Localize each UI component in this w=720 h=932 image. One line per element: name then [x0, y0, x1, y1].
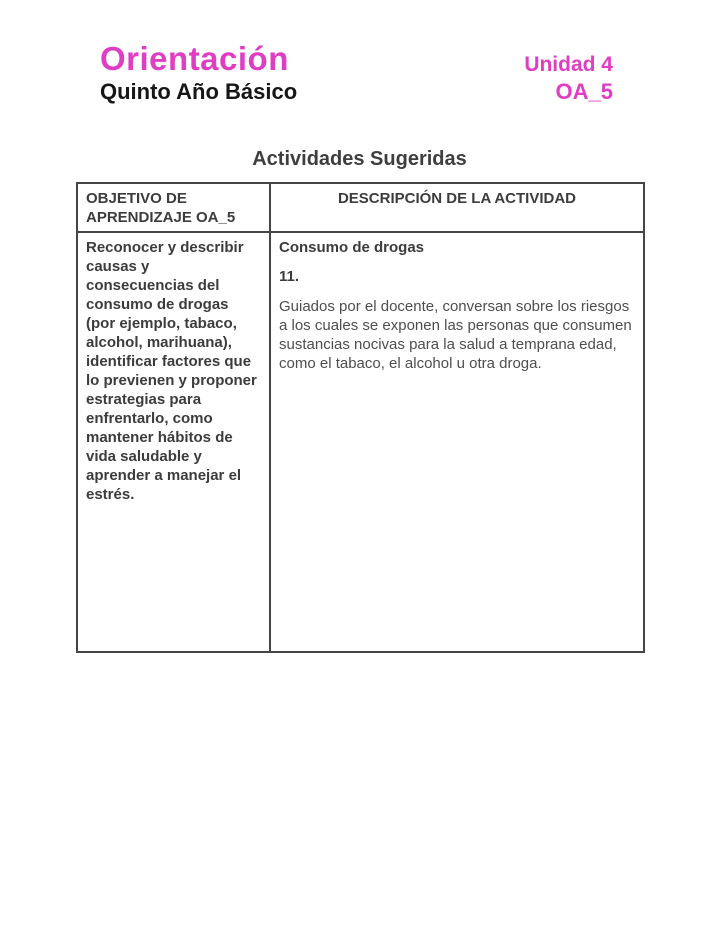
- activity-cell: [270, 232, 644, 652]
- unit-label: Unidad 4: [524, 53, 613, 76]
- header-right-block: [524, 52, 613, 105]
- activity-topic: Consumo de drogas: [279, 239, 425, 256]
- objective-cell: Reconocer y describir causas y consecuencias del consumo de drogas (por ejemplo, tabaco, alcohol, marihuana), identificar factores que lo previenen y proponer estrategias para enfrentarlo, como mantener hábitos de vida saludable y aprender a manejar el estrés.: [77, 232, 270, 652]
- column-header-objetivo: OBJETIVO DE APRENDIZAJE OA_5: [77, 183, 270, 232]
- grade-subtitle: Quinto Año Básico: [100, 79, 298, 104]
- activity-description: Guiados por el docente, conversan sobre los riesgos a los cuales se exponen las personas que consumen sustancias nocivas para la salud a temprana edad, como el tabaco, el alcohol u otra droga.: [279, 298, 632, 372]
- oa-code: OA_5: [555, 79, 613, 104]
- subject-title: Orientación: [100, 40, 289, 77]
- activities-table: [76, 182, 645, 653]
- header-left-block: [100, 40, 297, 105]
- table-header-row: [77, 183, 644, 232]
- page-title: Actividades Sugeridas: [252, 148, 467, 170]
- column-header-descripcion: DESCRIPCIÓN DE LA ACTIVIDAD: [270, 183, 644, 232]
- activity-number: 11.: [279, 268, 300, 285]
- table-body-row: [77, 232, 644, 652]
